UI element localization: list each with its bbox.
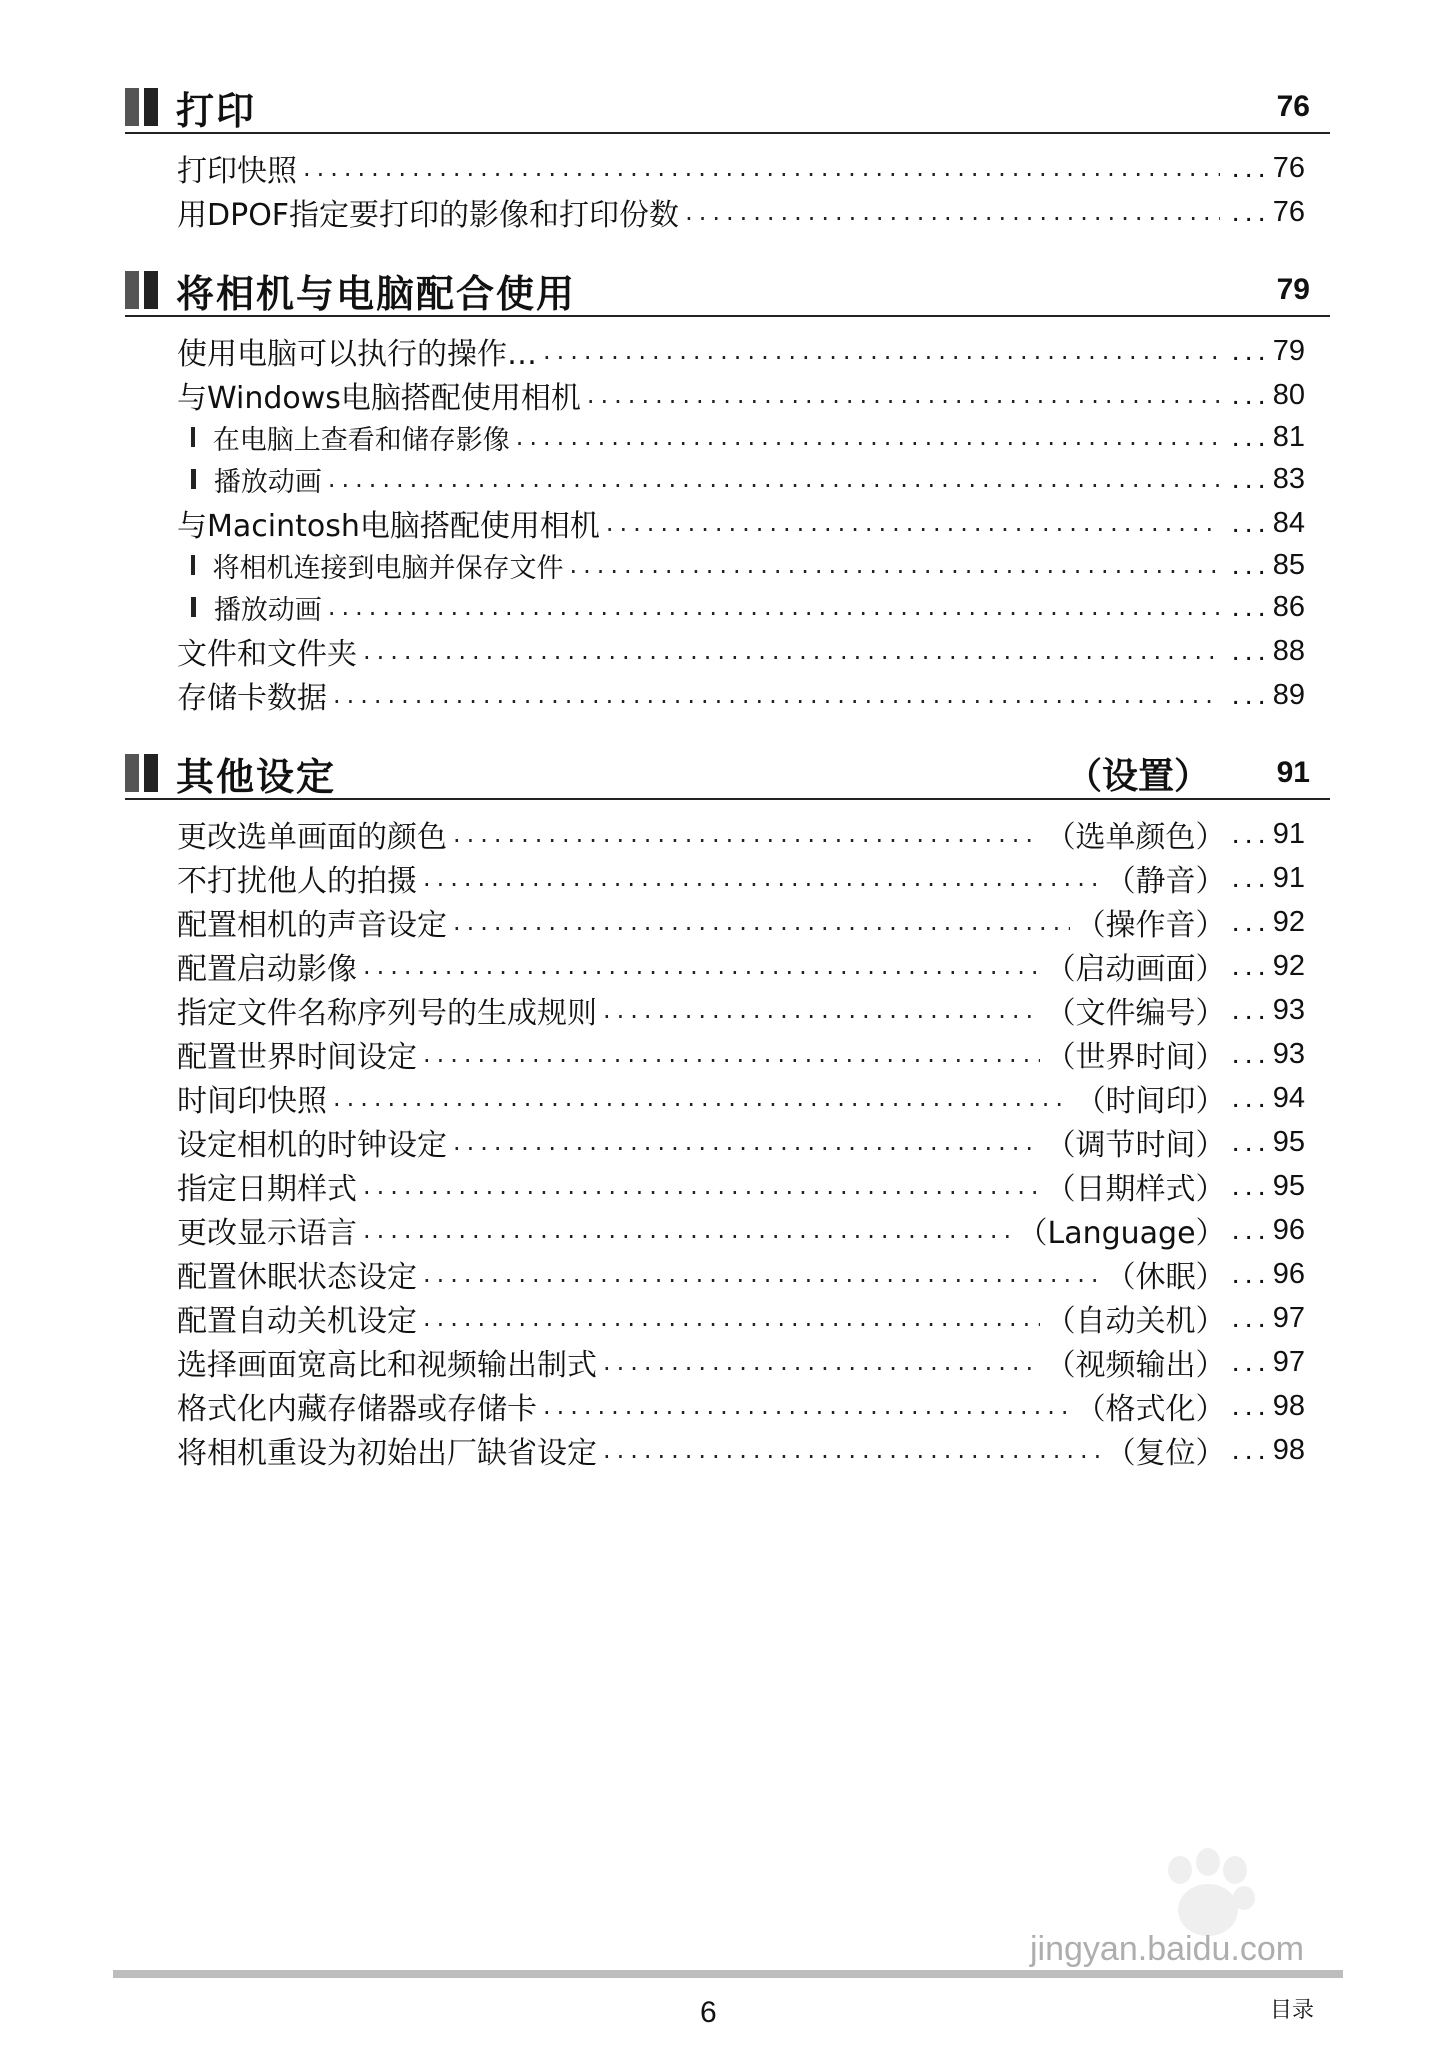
toc-entry[interactable] (177, 1032, 1305, 1076)
entry-setting: （Language） (1017, 1216, 1226, 1251)
entry-title: 用DPOF指定要打印的影像和打印份数 (177, 198, 680, 233)
dot-leader (453, 908, 1070, 936)
dot-leader (543, 1392, 1070, 1420)
dot-leader (516, 423, 1220, 451)
watermark-url: jingyan.baidu.com (1030, 1930, 1305, 1968)
entry-title: 在电脑上查看和储存影像 (212, 424, 510, 456)
entry-title: 不打扰他人的拍摄 (177, 864, 417, 899)
toc-entry[interactable] (177, 1120, 1305, 1164)
toc-subentry[interactable] (191, 543, 1305, 587)
bullet-square-icon (191, 597, 196, 617)
toc-entry[interactable] (177, 146, 1305, 190)
entry-page: ... 98 (1232, 1390, 1305, 1423)
section-title[interactable]: 打印 (176, 88, 257, 133)
entry-page: ... 96 (1232, 1258, 1305, 1291)
dot-leader (423, 1040, 1040, 1068)
entry-setting: （日期样式） (1045, 1172, 1226, 1207)
dot-leader (303, 154, 1220, 182)
entry-title: 更改选单画面的颜色 (177, 820, 447, 855)
entry-page: ... 94 (1232, 1082, 1305, 1115)
section-marker-icon (125, 271, 158, 309)
entry-page: ... 93 (1232, 1038, 1305, 1071)
entry-page: ... 91 (1232, 818, 1305, 851)
entry-page: ... 84 (1232, 507, 1305, 540)
toc-section-print (125, 82, 1330, 233)
dot-leader (363, 1172, 1040, 1200)
entry-title: 配置世界时间设定 (177, 1040, 417, 1075)
dot-leader (570, 551, 1220, 579)
entry-title: 与Macintosh电脑搭配使用相机 (177, 509, 600, 544)
entry-title: 打印快照 (177, 154, 297, 189)
entry-setting: （调节时间） (1045, 1128, 1226, 1163)
section-marker-icon (125, 754, 158, 792)
section-header (125, 265, 1330, 317)
toc-entry[interactable] (177, 373, 1305, 417)
entry-page: ... 98 (1232, 1434, 1305, 1467)
toc-entry[interactable] (177, 501, 1305, 545)
entry-setting: （休眠） (1105, 1260, 1226, 1295)
dot-leader (543, 337, 1220, 365)
entry-setting: （自动关机） (1045, 1304, 1226, 1339)
entry-setting: （静音） (1105, 864, 1226, 899)
entry-title: 将相机连接到电脑并保存文件 (212, 552, 564, 584)
dot-leader (603, 996, 1040, 1024)
dot-leader (606, 509, 1220, 537)
entry-title: 配置相机的声音设定 (177, 908, 447, 943)
section-header (125, 82, 1330, 134)
toc-entry[interactable] (177, 988, 1305, 1032)
toc-subentry[interactable] (191, 585, 1305, 629)
dot-leader (587, 381, 1220, 409)
entry-setting: （文件编号） (1045, 996, 1226, 1031)
toc-entry[interactable] (177, 673, 1305, 717)
entry-setting: （世界时间） (1045, 1040, 1226, 1075)
section-page: 79 (1276, 273, 1310, 306)
entry-title: 更改显示语言 (177, 1216, 357, 1251)
section-title[interactable]: 其他设定 (176, 754, 337, 799)
entry-setting: （操作音） (1075, 908, 1226, 943)
dot-leader (423, 1304, 1040, 1332)
section-marker-icon (125, 88, 158, 126)
toc-entry[interactable] (177, 1340, 1305, 1384)
bullet-square-icon (191, 469, 196, 489)
entry-title: 配置自动关机设定 (177, 1304, 417, 1339)
dot-leader (603, 1436, 1100, 1464)
entry-title: 设定相机的时钟设定 (177, 1128, 447, 1163)
entry-page: ... 96 (1232, 1214, 1305, 1247)
entry-page: ... 92 (1232, 906, 1305, 939)
bullet-square-icon (191, 427, 195, 447)
toc-entry[interactable] (177, 812, 1305, 856)
dot-leader (423, 864, 1100, 892)
entry-page: ... 85 (1232, 549, 1305, 582)
entry-page: ... 95 (1232, 1170, 1305, 1203)
section-setting: （设置） (1065, 755, 1210, 797)
toc-entry[interactable] (177, 1296, 1305, 1340)
toc-entry[interactable] (177, 329, 1305, 373)
entry-title: 配置启动影像 (177, 952, 357, 987)
dot-leader (453, 1128, 1040, 1156)
entry-page: ... 86 (1232, 591, 1305, 624)
entry-setting: （视频输出） (1045, 1348, 1226, 1383)
entry-setting: （选单颜色） (1045, 820, 1226, 855)
entry-page: ... 89 (1232, 679, 1305, 712)
entry-title: 使用电脑可以执行的操作… (177, 337, 537, 372)
entry-setting: （复位） (1105, 1436, 1226, 1471)
entry-page: ... 80 (1232, 379, 1305, 412)
footer-divider (113, 1970, 1343, 1978)
toc-entry[interactable] (177, 1208, 1305, 1252)
entry-setting: （启动画面） (1045, 952, 1226, 987)
entry-title: 指定文件名称序列号的生成规则 (177, 996, 597, 1031)
dot-leader (423, 1260, 1100, 1288)
entry-page: ... 95 (1232, 1126, 1305, 1159)
entry-title: 与Windows电脑搭配使用相机 (177, 381, 581, 416)
entry-title: 时间印快照 (177, 1084, 327, 1119)
dot-leader (453, 820, 1040, 848)
section-page: 91 (1276, 756, 1310, 789)
toc-entry[interactable] (177, 1076, 1305, 1120)
toc-entry[interactable] (177, 1252, 1305, 1296)
entry-page: ... 88 (1232, 635, 1305, 668)
entry-title: 格式化内藏存储器或存储卡 (177, 1392, 537, 1427)
dot-leader (363, 637, 1220, 665)
entry-title: 选择画面宽高比和视频输出制式 (177, 1348, 597, 1383)
entry-page: ... 76 (1232, 196, 1305, 229)
entry-page: ... 97 (1232, 1346, 1305, 1379)
entry-title: 文件和文件夹 (177, 637, 357, 672)
dot-leader (328, 593, 1220, 621)
toc-entry[interactable] (177, 190, 1305, 234)
section-title[interactable]: 将相机与电脑配合使用 (176, 271, 577, 316)
entry-page: ... 91 (1232, 862, 1305, 895)
toc-subentry[interactable] (191, 415, 1305, 459)
entry-title: 播放动画 (213, 466, 322, 498)
toc-entry[interactable] (177, 629, 1305, 673)
entry-title: 存储卡数据 (177, 681, 327, 716)
entry-setting: （时间印） (1075, 1084, 1226, 1119)
entry-page: ... 76 (1232, 152, 1305, 185)
entry-page: ... 93 (1232, 994, 1305, 1027)
entry-title: 将相机重设为初始出厂缺省设定 (177, 1436, 597, 1471)
entry-page: ... 81 (1232, 421, 1305, 454)
entry-page: ... 79 (1232, 335, 1305, 368)
toc-entry[interactable] (177, 1428, 1305, 1472)
dot-leader (333, 1084, 1070, 1112)
section-page: 76 (1276, 90, 1310, 123)
dot-leader (603, 1348, 1040, 1376)
dot-leader (685, 198, 1220, 226)
dot-leader (328, 465, 1220, 493)
entry-setting: （格式化） (1075, 1392, 1226, 1427)
page-number: 6 (700, 1996, 717, 2029)
bullet-square-icon (191, 555, 195, 575)
toc-section-other-settings (125, 748, 1330, 1471)
entry-page: ... 92 (1232, 950, 1305, 983)
toc-section-computer (125, 265, 1330, 716)
toc-entry[interactable] (177, 1384, 1305, 1428)
dot-leader (363, 1216, 1012, 1244)
entry-page: ... 83 (1232, 463, 1305, 496)
entry-title: 配置休眠状态设定 (177, 1260, 417, 1295)
entry-title: 播放动画 (213, 594, 322, 626)
toc-entry[interactable] (177, 944, 1305, 988)
section-header (125, 748, 1330, 800)
entry-page: ... 97 (1232, 1302, 1305, 1335)
entry-title: 指定日期样式 (177, 1172, 357, 1207)
dot-leader (333, 681, 1220, 709)
toc-entry[interactable] (177, 856, 1305, 900)
dot-leader (363, 952, 1040, 980)
toc-entry[interactable] (177, 900, 1305, 944)
toc-entry[interactable] (177, 1164, 1305, 1208)
footer-label[interactable]: 目录 (1270, 1998, 1315, 2023)
toc-subentry[interactable] (191, 457, 1305, 501)
